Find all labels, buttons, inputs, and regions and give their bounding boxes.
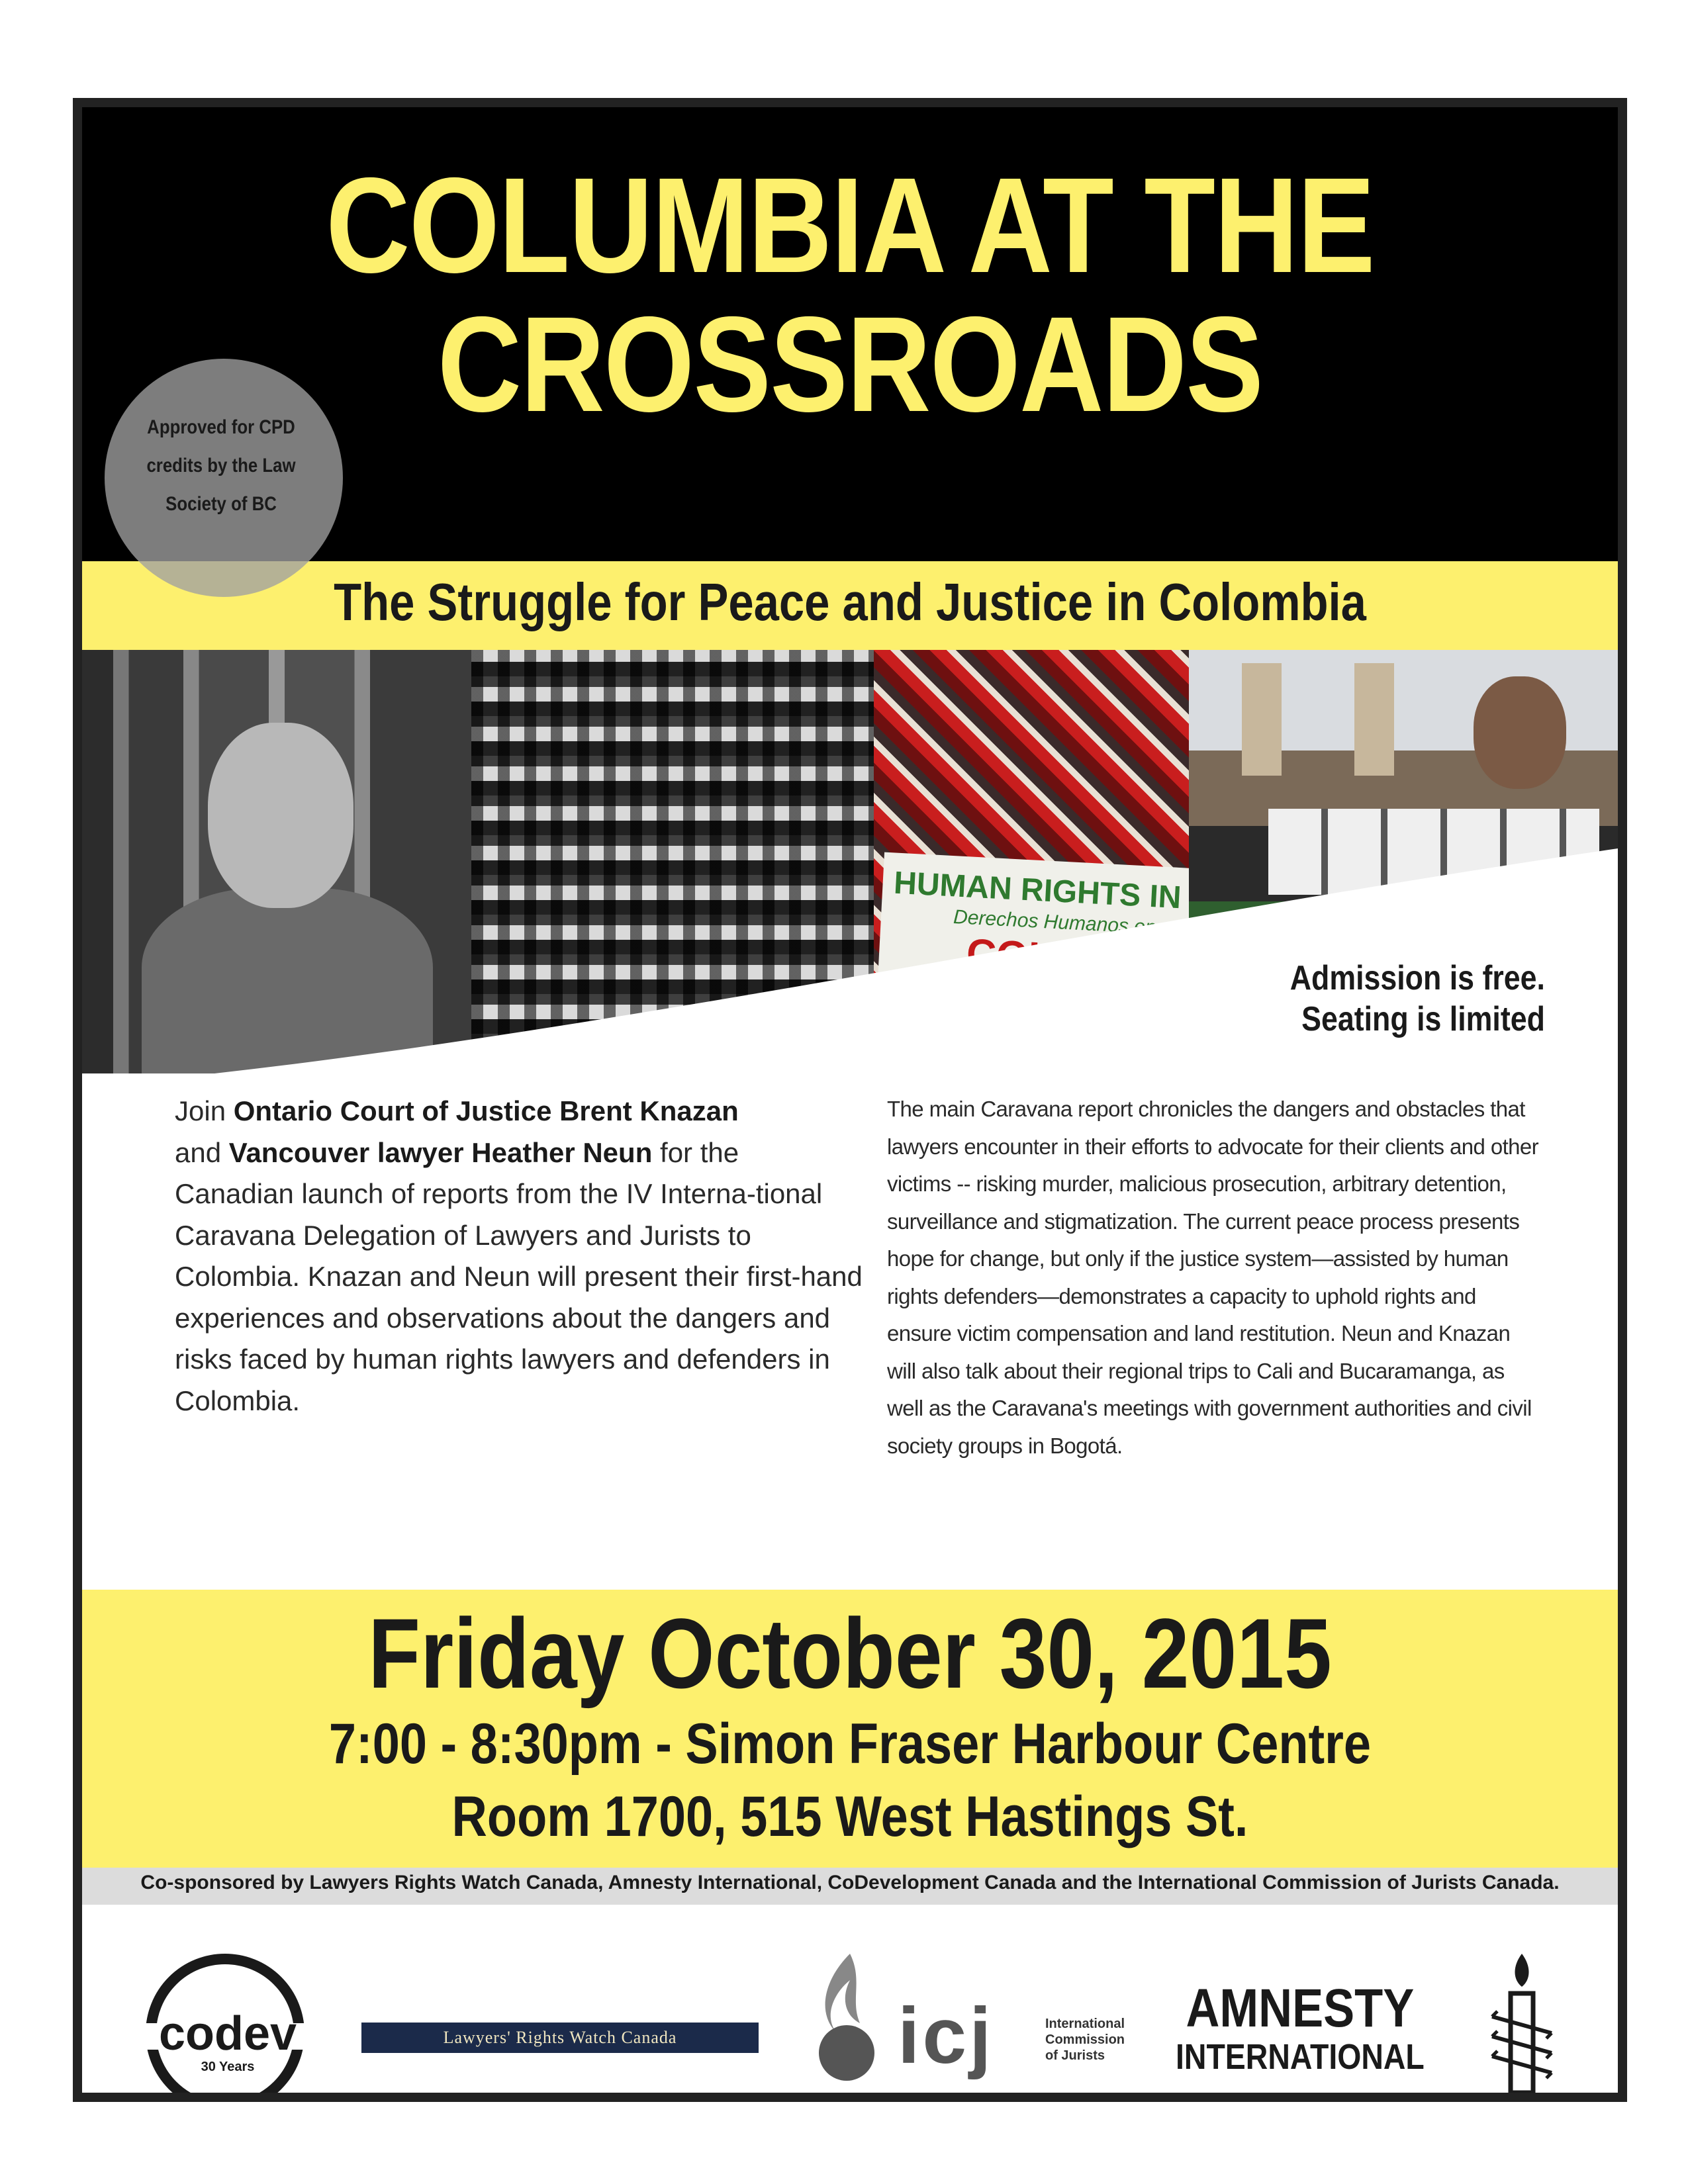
- admission-line-2: Seating is limited: [1301, 1000, 1545, 1038]
- poster-subtitle: The Struggle for Peace and Justice in Colombia: [334, 572, 1366, 631]
- banner-text-2: Derechos Humanos en: [953, 905, 1157, 939]
- cpd-line-1: Approved for CPD: [147, 416, 295, 438]
- cpd-badge-text: [136, 408, 306, 523]
- speaker-knazan: Ontario Court of Justice Brent Knazan: [233, 1095, 739, 1126]
- description-right: The main Caravana report chronicles the dangers and obstacles that lawyers encounter in their efforts to advocate for their clients and other victims -- risking murder, malicious prosecution, arbitrary detention, surveillance and stigmatization. The current peace process presents hope for change, but only if the justice system—assisted by human rights defenders—demonstrates a capacity to uphold rights and ensure victim compensation and land restitution. Neun and Knazan will also talk about their regional trips to Cali and Bucaramanga, as well as the Caravana's meetings with government authorities and civil society groups in Bogotá.: [887, 1097, 1539, 1458]
- title-line-1: COLUMBIA AT THE: [326, 150, 1374, 301]
- amnesty-line-2: INTERNATIONAL: [1176, 2037, 1425, 2077]
- sponsor-text: Co-sponsored by Lawyers Rights Watch Canada, Amnesty International, CoDevelopment Canada and the International Commission of Jurists Canada.: [140, 1872, 1560, 1893]
- cpd-line-2: credits by the Law: [146, 455, 296, 477]
- icj-flame-icon: [810, 1954, 883, 2086]
- amnesty-line-1: AMNESTY: [1186, 1978, 1415, 2038]
- description-left: Join Ontario Court of Justice Brent Knazan and Vancouver lawyer Heather Neun for the Canadian launch of reports from the IV Interna-tional Caravana Delegation of Lawyers and Jurists to Colombia. Knazan and Neun will present their first-hand experiences and observations about the dangers and risks faced by human rights lawyers and defenders in Colombia.: [175, 1095, 863, 1416]
- event-time-location: [189, 1707, 1510, 1853]
- admission-line-1: Admission is free.: [1289, 959, 1545, 997]
- codev-years: 30 Years: [201, 2060, 255, 2074]
- amnesty-candle-icon: [1485, 1954, 1558, 2099]
- event-date: Friday October 30, 2015: [368, 1598, 1332, 1709]
- poster-frame: [73, 98, 1627, 2102]
- event-address: Room 1700, 515 West Hastings St.: [451, 1785, 1248, 1848]
- admission-note: [1290, 958, 1545, 1040]
- banner-text-1: HUMAN RIGHTS IN: [892, 865, 1182, 916]
- speaker-neun: Vancouver lawyer Heather Neun: [228, 1136, 653, 1168]
- icj-fullname: International Commission of Jurists: [1045, 2017, 1125, 2063]
- amnesty-logo: [1176, 1980, 1425, 2077]
- icj-wordmark: icj: [898, 1991, 994, 2080]
- lrwc-logo: Lawyers' Rights Watch Canada: [361, 2023, 759, 2053]
- title-line-2: CROSSROADS: [437, 289, 1263, 440]
- event-time-venue: 7:00 - 8:30pm - Simon Fraser Harbour Centre: [328, 1712, 1372, 1776]
- cpd-line-3: Society of BC: [165, 493, 277, 515]
- poster-title: [189, 150, 1510, 440]
- codev-wordmark: codev: [158, 2007, 297, 2060]
